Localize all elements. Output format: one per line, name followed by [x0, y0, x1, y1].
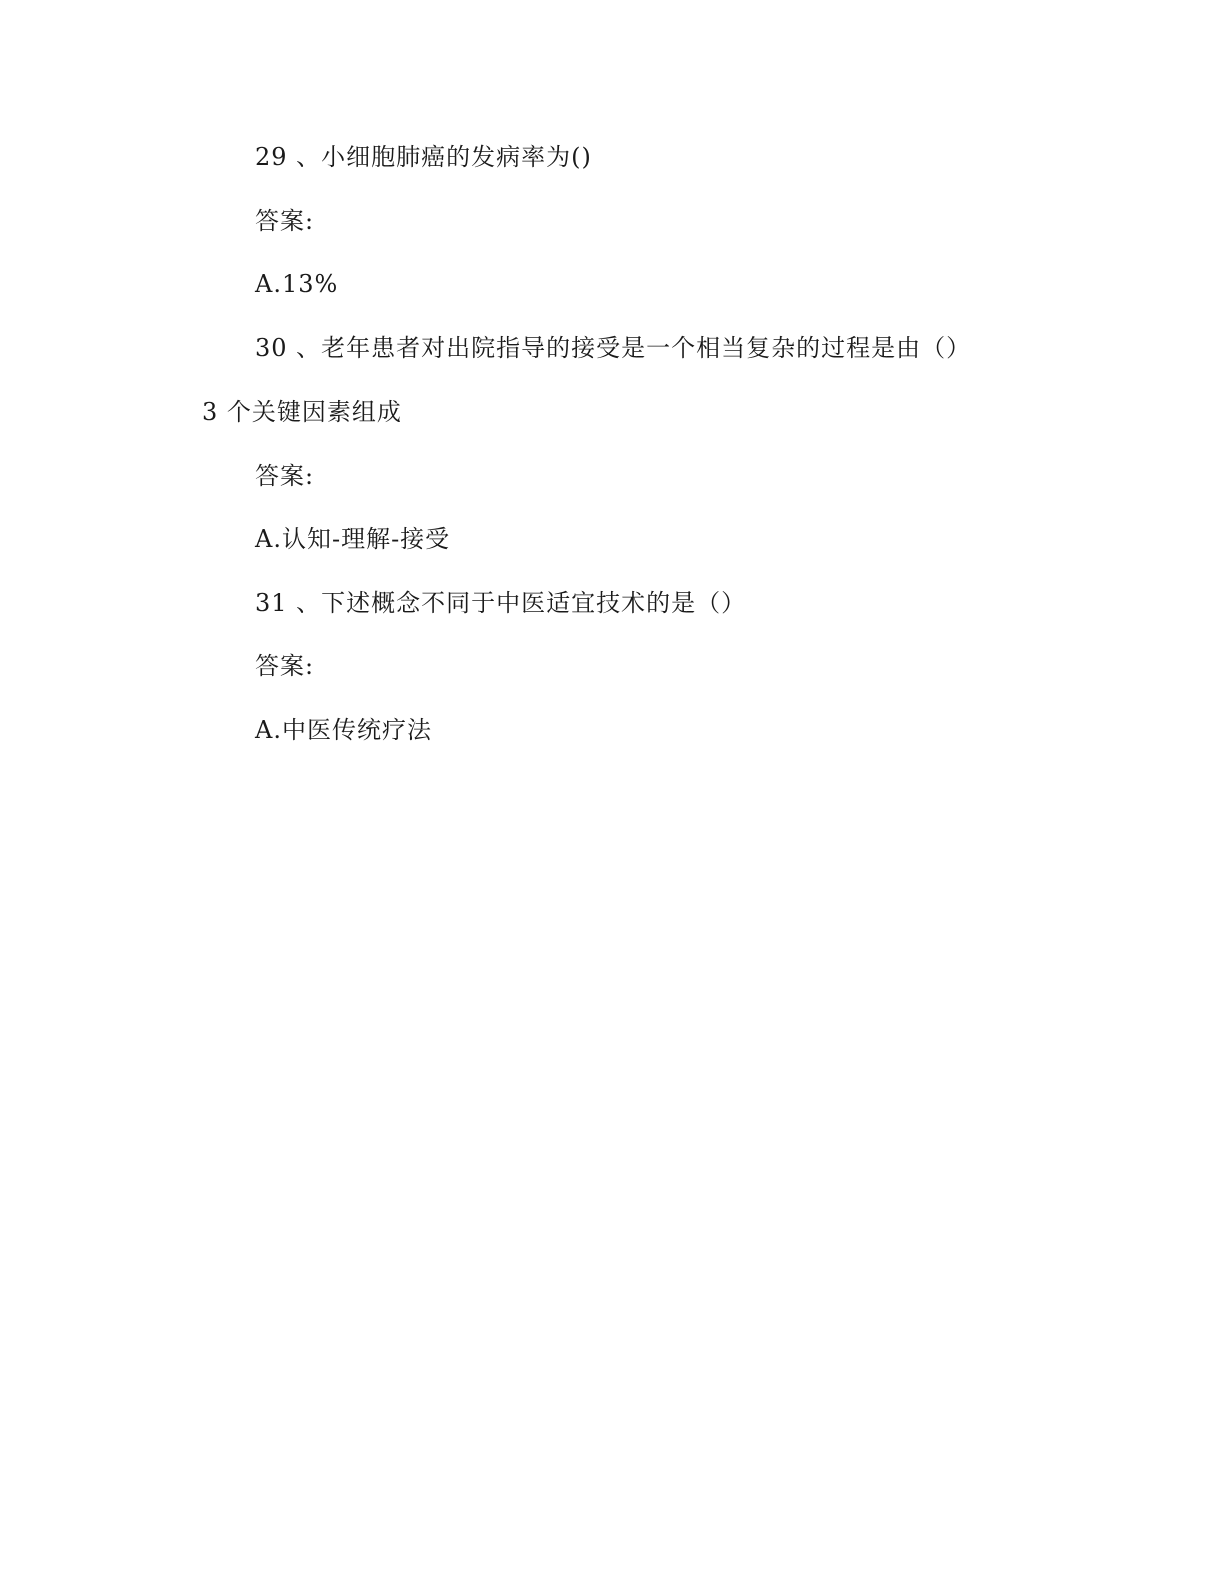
question-31-answer-label: 答案:	[255, 652, 315, 680]
question-29-answer: A.13%	[255, 270, 339, 298]
question-31-text: 31 、下述概念不同于中医适宜技术的是（）	[255, 589, 747, 617]
question-30-text-line2: 3 个关键因素组成	[202, 398, 402, 426]
question-29-text: 29 、小细胞肺癌的发病率为()	[255, 143, 592, 171]
question-31-answer: A.中医传统疗法	[255, 716, 432, 744]
question-30-text-line1: 30 、老年患者对出院指导的接受是一个相当复杂的过程是由（）	[255, 334, 972, 362]
question-29-answer-label: 答案:	[255, 207, 315, 235]
question-30-answer: A.认知-理解-接受	[255, 525, 451, 553]
question-30-answer-label: 答案:	[255, 462, 315, 490]
